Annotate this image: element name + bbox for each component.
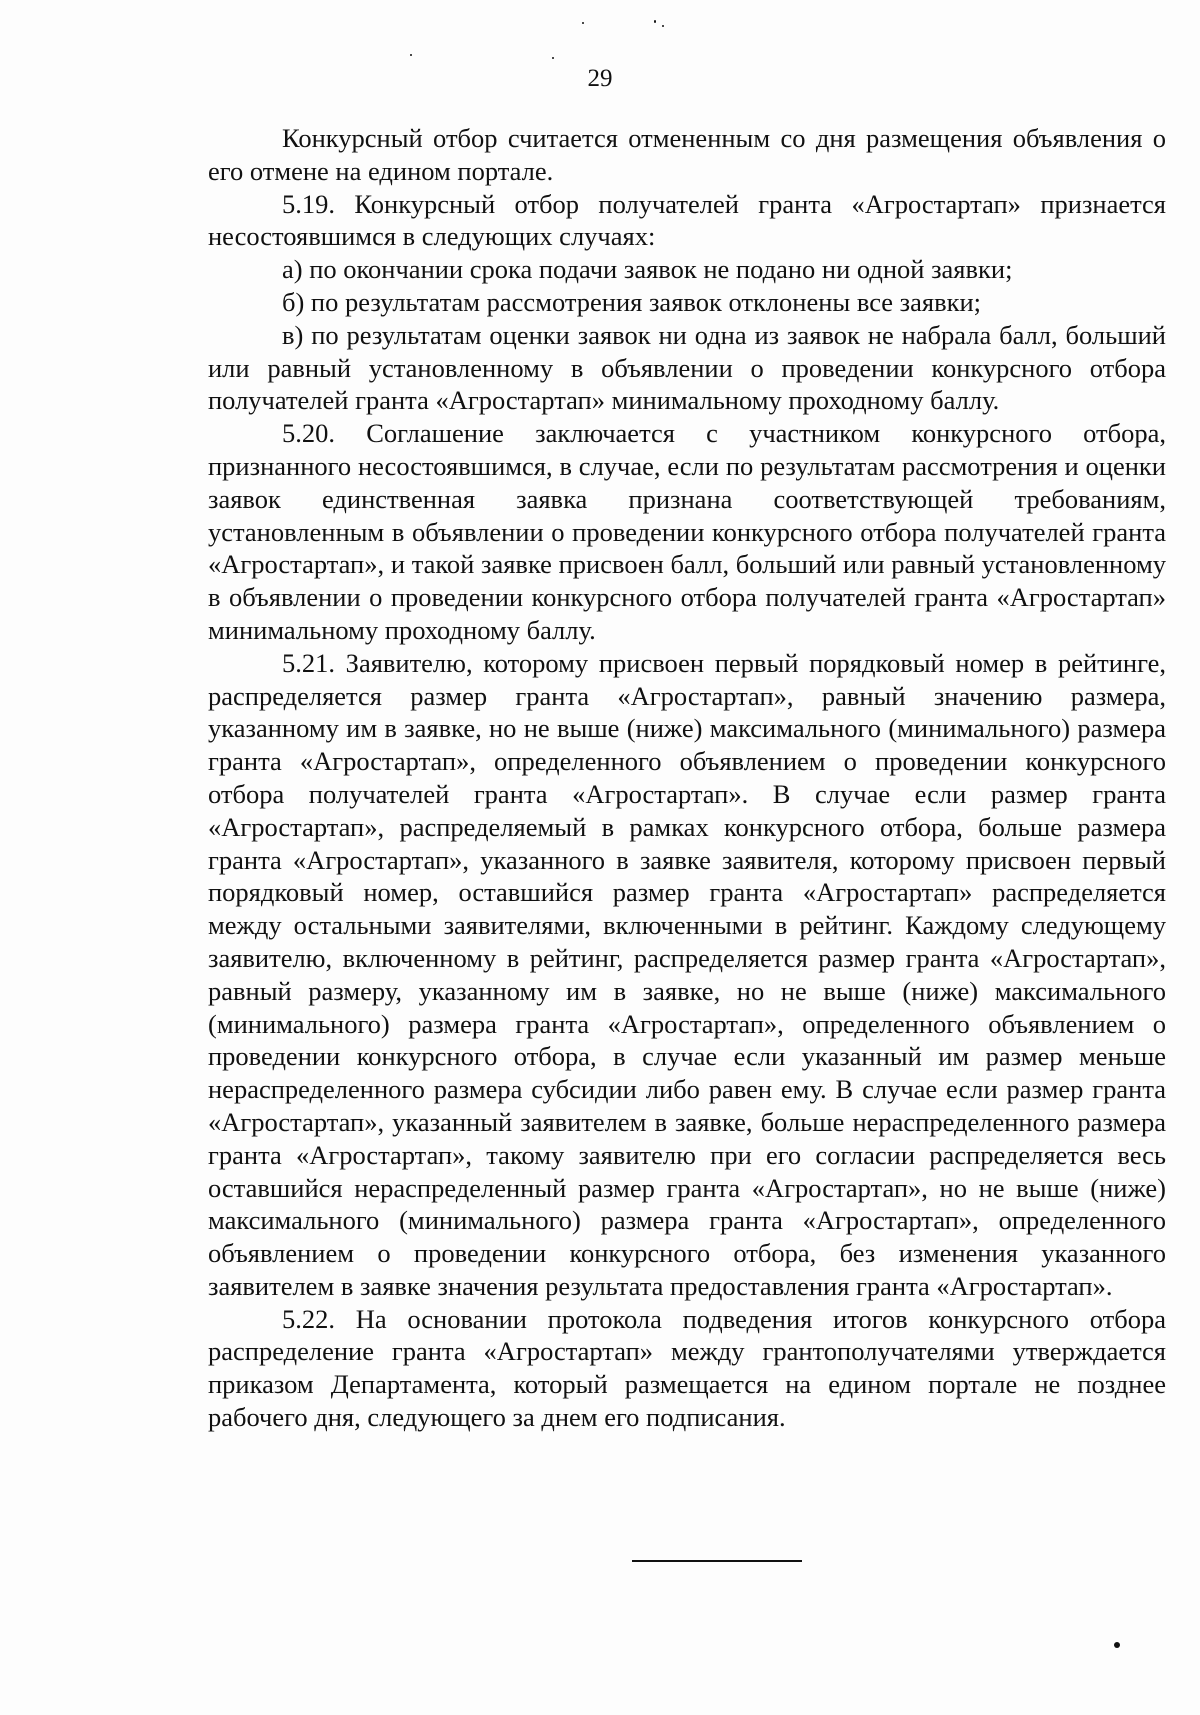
paragraph-5-20: 5.20. Соглашение заключается с участником конкурсного отбора, признанного несостоявшимся, в случае, если по результатам рассмотрения и оценки заявок единственная заявка признана соответствующей требованиям, установленным в объявлении о проведении конкурсного отбора получателей гранта «Агростартап», и такой заявке присвоен балл, больший или равный установленному в объявлении о проведении конкурсного отбора получателей гранта «Агростартап» минимальному проходному баллу.: [208, 418, 1166, 645]
scan-speck: [654, 20, 656, 23]
paragraph-5-22: 5.22. На основании протокола подведения итогов конкурсного отбора распределение гранта «Агростартап» между грантополучателями утверждается приказом Департамента, который размещается на едином портале не позднее рабочего дня, следующего за днем его подписания.: [208, 1303, 1166, 1433]
list-item-a: а) по окончании срока подачи заявок не подано ни одной заявки;: [282, 254, 1013, 285]
paragraph-5-19: 5.19. Конкурсный отбор получателей гранта «Агростартап» признается несостоявшимся в следующих случаях:: [208, 188, 1166, 252]
paragraph-cancellation: Конкурсный отбор считается отмененным со дня размещения объявления о его отмене на едином портале.: [208, 123, 1166, 186]
scan-speck: [582, 22, 584, 24]
scan-speck: [1114, 1642, 1120, 1648]
list-item-b: б) по результатам рассмотрения заявок отклонены все заявки;: [282, 286, 982, 317]
paragraph-5-21: 5.21. Заявителю, которому присвоен первый порядковый номер в рейтинге, распределяется размер гранта «Агростартап», равный значению размера, указанному им в заявке, но не выше (ниже) максимального (минимального) размера гранта «Агростартап», определенного объявлением о проведении конкурсного отбора получателей гранта «Агростартап». В случае если размер гранта «Агростартап», распределяемый в рамках конкурсного отбора, больше размера гранта «Агростартап», указанного в заявке заявителя, которому присвоен первый порядковый номер, оставшийся размер гранта «Агростартап» распределяется между остальными заявителями, включенными в рейтинг. Каждому следующему заявителю, включенному в рейтинг, распределяется размер гранта «Агростартап», равный размеру, указанному им в заявке, но не выше (ниже) максимального (минимального) размера гранта «Агростартап», определенного объявлением о проведении конкурсного отбора, в случае если указанный им размер меньше нераспределенного размера субсидии либо равен ему. В случае если размер гранта «Агростартап», указанный заявителем в заявке, больше нераспределенного размера гранта «Агростартап», такому заявителю при его согласии распределяется весь оставшийся нераспределенный размер гранта «Агростартап», но не выше (ниже) максимального (минимального) размера гранта «Агростартап», определенного объявлением о проведении конкурсного отбора, без изменения указанного заявителем в заявке значения результата предоставления гранта «Агростартап».: [208, 647, 1166, 1301]
closing-rule: [632, 1560, 802, 1562]
page-number: 29: [587, 65, 613, 92]
scan-speck: [662, 25, 664, 27]
document-body: [208, 122, 1166, 1434]
scan-speck: [410, 54, 412, 56]
list-item-v: в) по результатам оценки заявок ни одна из заявок не набрала балл, больший или равный установленному в объявлении о проведении конкурсного отбора получателей гранта «Агростартап» минимальному проходному баллу.: [208, 319, 1166, 416]
scan-speck: [552, 57, 554, 59]
